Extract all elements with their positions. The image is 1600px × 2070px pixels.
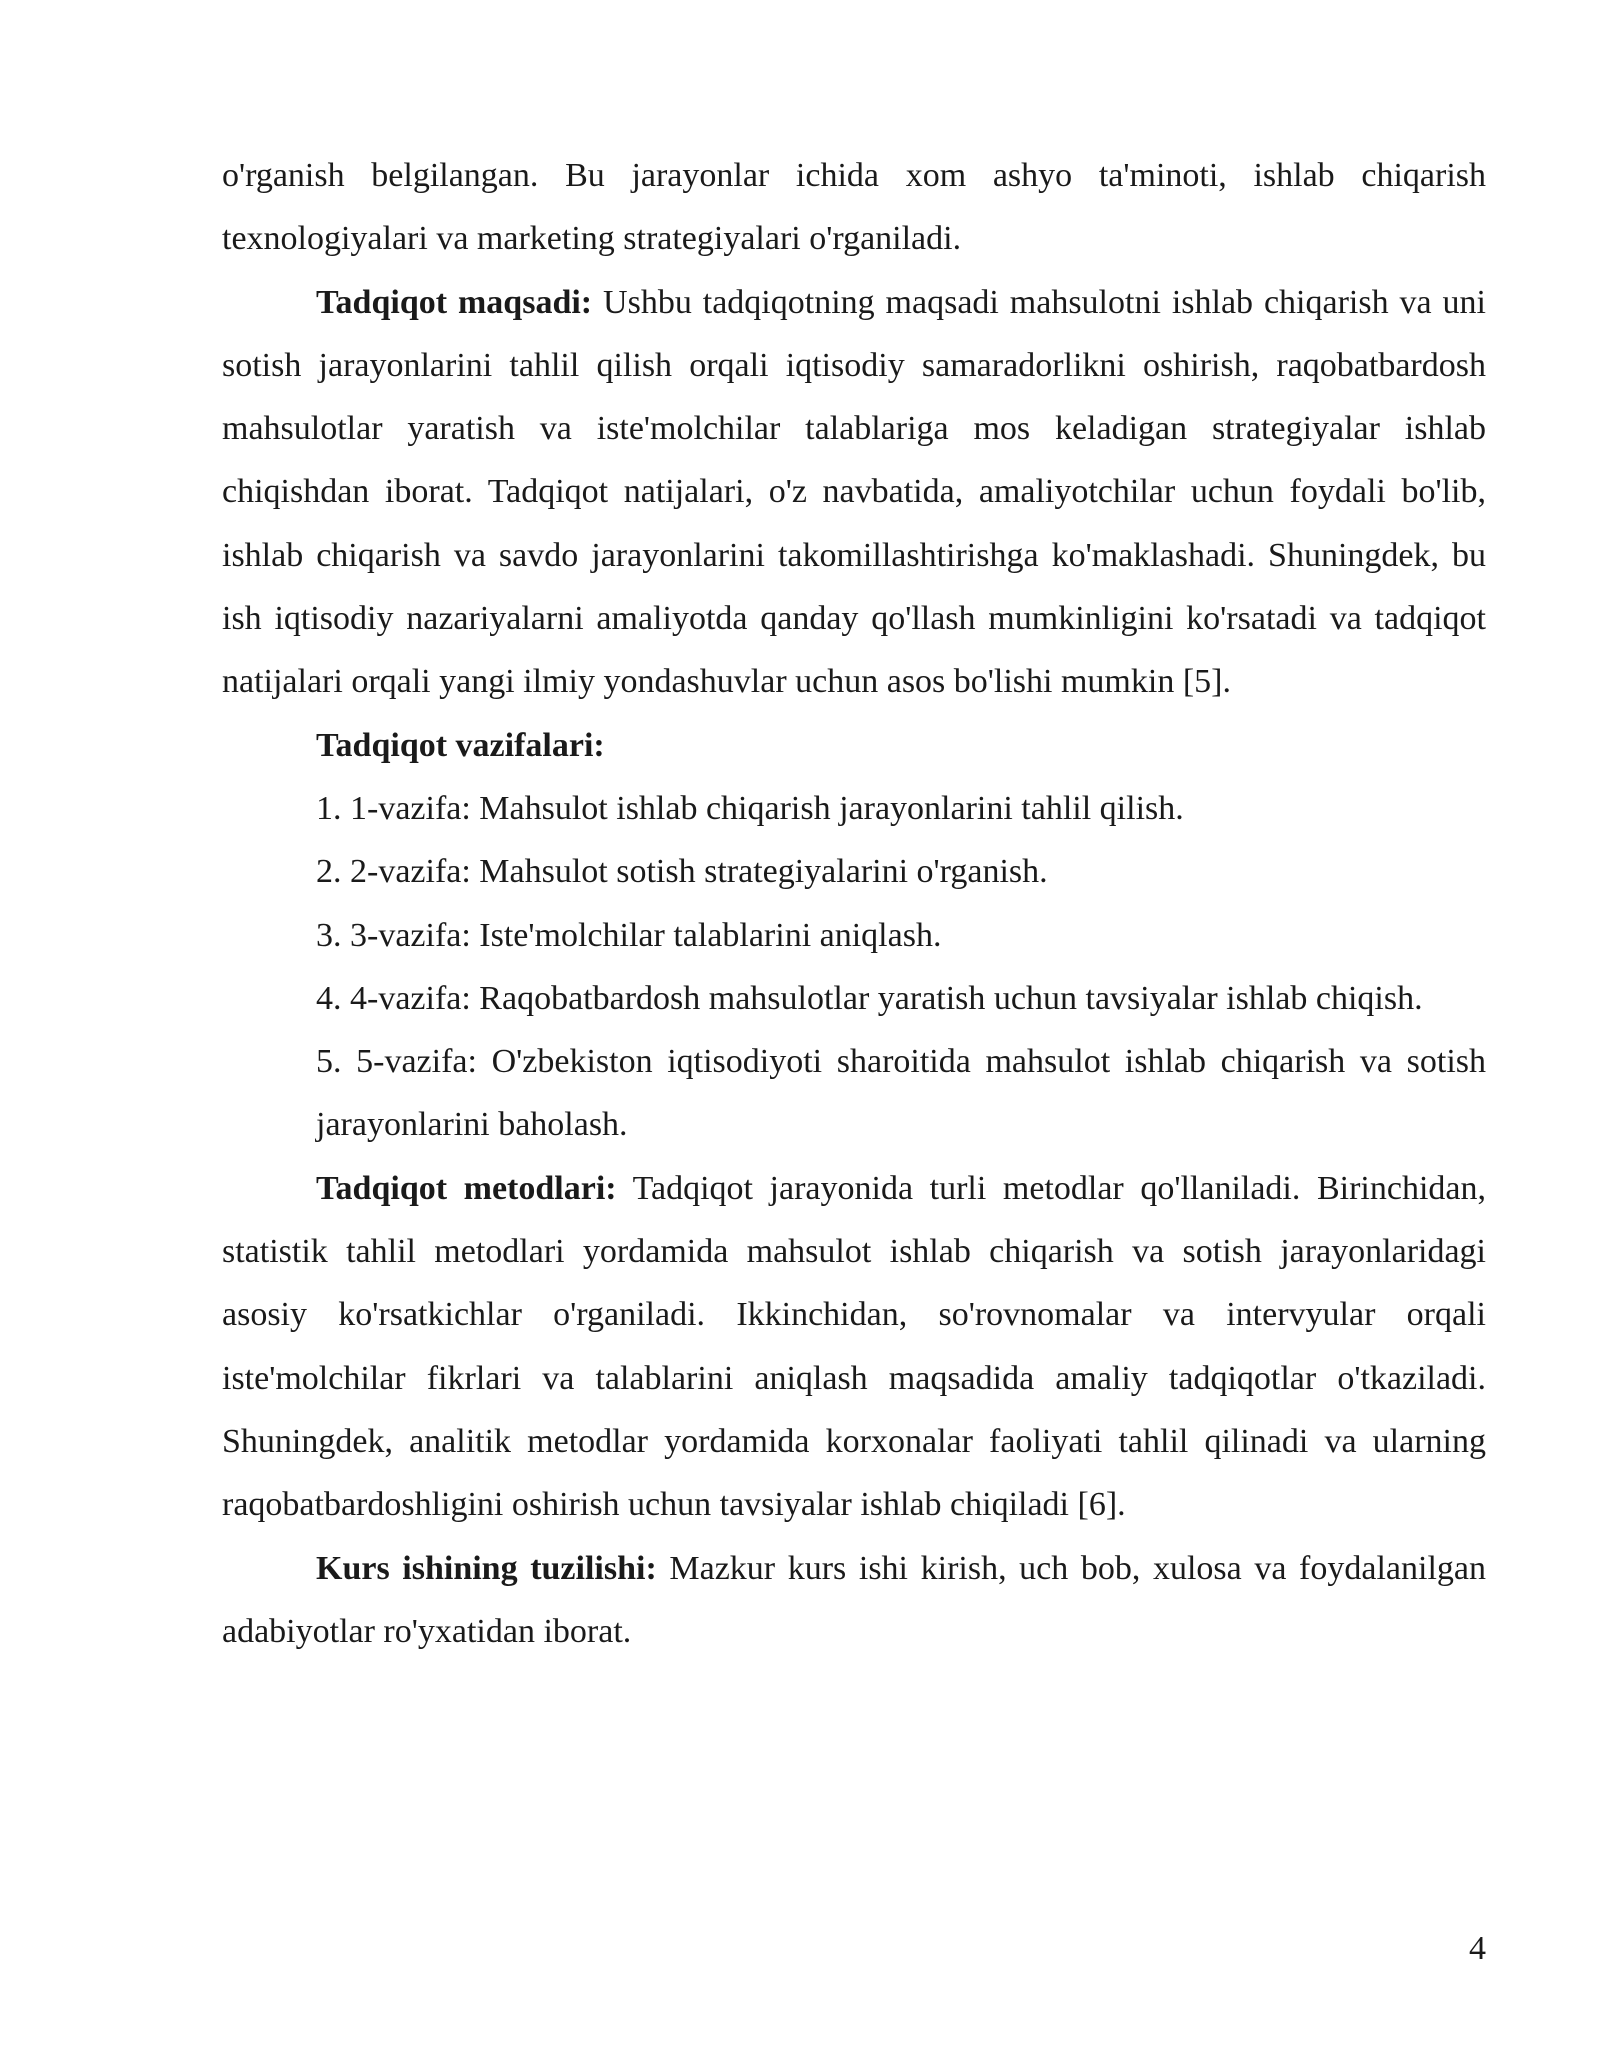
purpose-heading: Tadqiqot maqsadi: xyxy=(316,283,593,321)
tasks-heading: Tadqiqot vazifalari: xyxy=(316,726,605,764)
methods-heading: Tadqiqot metodlari: xyxy=(316,1169,617,1207)
task-item-2: 2. 2-vazifa: Mahsulot sotish strategiyalarini o'rganish. xyxy=(316,853,1048,891)
structure-heading: Kurs ishining tuzilishi: xyxy=(316,1549,657,1587)
task-item-1: 1. 1-vazifa: Mahsulot ishlab chiqarish jarayonlarini tahlil qilish. xyxy=(316,789,1184,827)
task-item-3: 3. 3-vazifa: Iste'molchilar talablarini aniqlash. xyxy=(316,916,942,954)
methods-paragraph xyxy=(222,1157,1486,1537)
purpose-text: Ushbu tadqiqotning maqsadi mahsulotni ishlab chiqarish va uni sotish jarayonlarini tahlil qilish orqali iqtisodiy samaradorlikni oshirish, raqobatbardosh mahsulotlar yaratish va iste'molchilar talablariga mos keladigan strategiyalar ishlab chiqishdan iborat. Tadqiqot natijalari, o'z navbatida, amaliyotchilar uchun foydali bo'lib, ishlab chiqarish va savdo jarayonlarini takomillashtirishga ko'maklashadi. Shuningdek, bu ish iqtisodiy nazariyalarni amaliyotda qanday qo'llash mumkinligini ko'rsatadi va tadqiqot natijalari orqali yangi ilmiy yondashuvlar uchun asos bo'lishi mumkin [5]. xyxy=(222,283,1486,701)
task-item-4: 4. 4-vazifa: Raqobatbardosh mahsulotlar yaratish uchun tavsiyalar ishlab chiqish. xyxy=(316,979,1423,1017)
document-body xyxy=(222,144,1486,1663)
task-item-5: 5. 5-vazifa: O'zbekiston iqtisodiyoti sharoitida mahsulot ishlab chiqarish va sotish jarayonlarini baholash. xyxy=(316,1043,1486,1144)
page-number: 4 xyxy=(1469,1930,1486,1967)
intro-continuation-paragraph: o'rganish belgilangan. Bu jarayonlar ichida xom ashyo ta'minoti, ishlab chiqarish texnologiyalari va marketing strategiyalari o'rganiladi. xyxy=(222,157,1486,258)
structure-text: Mazkur kurs ishi kirish, uch bob, xulosa va foydalanilgan adabiyotlar ro'yxatidan iborat. xyxy=(222,1549,1486,1650)
structure-paragraph xyxy=(222,1537,1486,1664)
methods-text: Tadqiqot jarayonida turli metodlar qo'llaniladi. Birinchidan, statistik tahlil metodlari yordamida mahsulot ishlab chiqarish va sotish jarayonlaridagi asosiy ko'rsatkichlar o'rganiladi. Ikkinchidan, so'rovnomalar va intervyular orqali iste'molchilar fikrlari va talablarini aniqlash maqsadida amaliy tadqiqotlar o'tkaziladi. Shuningdek, analitik metodlar yordamida korxonalar faoliyati tahlil qilinadi va ularning raqobatbardoshligini oshirish uchun tavsiyalar ishlab chiqiladi [6]. xyxy=(222,1169,1486,1524)
purpose-paragraph xyxy=(222,271,1486,714)
